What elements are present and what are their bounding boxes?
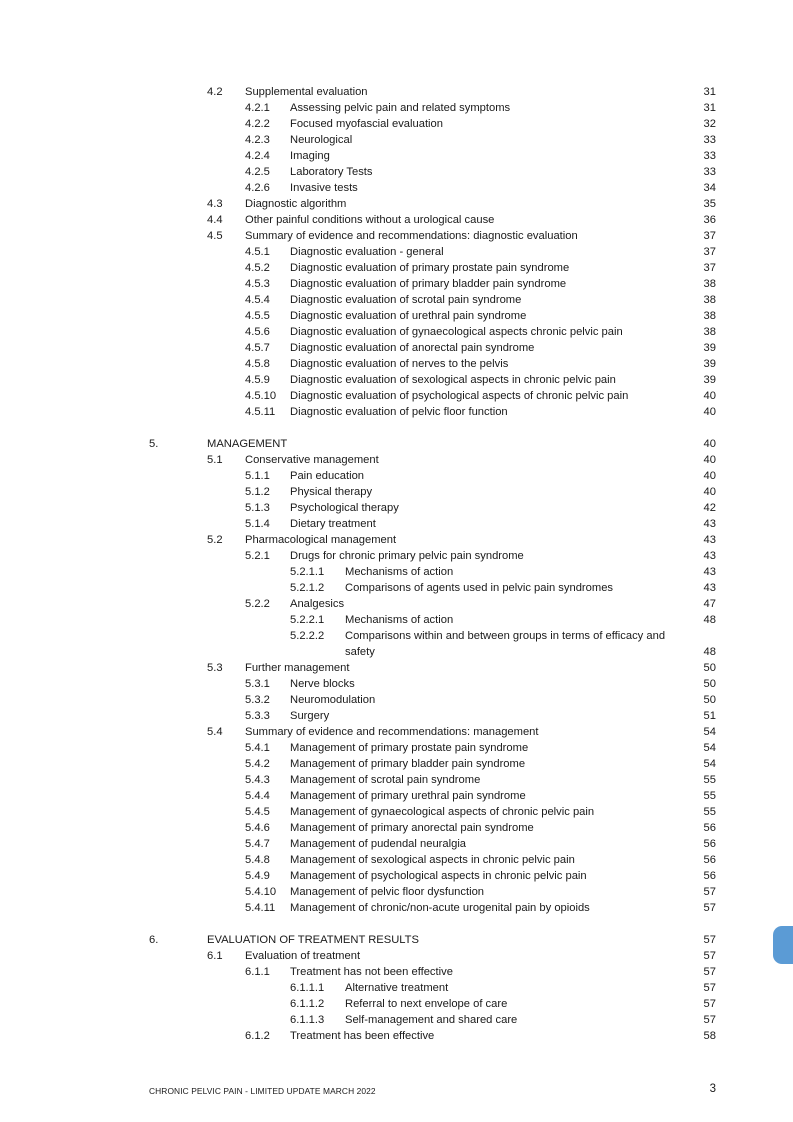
toc-entry-page: 56 xyxy=(703,854,716,866)
toc-entry-number: 5.2.1.2 xyxy=(290,582,325,594)
toc-entry-page: 54 xyxy=(703,758,716,770)
toc-entry[interactable] xyxy=(0,260,793,276)
toc-entry[interactable] xyxy=(0,996,793,1012)
toc-entry-page: 54 xyxy=(703,742,716,754)
toc-entry[interactable] xyxy=(0,340,793,356)
toc-entry-page: 35 xyxy=(703,198,716,210)
toc-entry[interactable] xyxy=(0,228,793,244)
toc-entry-number: 5.4.5 xyxy=(245,806,270,818)
toc-entry-page: 57 xyxy=(703,950,716,962)
toc-entry-number: 4.5.9 xyxy=(245,374,270,386)
toc-entry-page: 37 xyxy=(703,230,716,242)
toc-entry-number: 4.5.3 xyxy=(245,278,270,290)
toc-entry-page: 32 xyxy=(703,118,716,130)
toc-entry-number: 4.5.7 xyxy=(245,342,270,354)
toc-entry-title: Diagnostic evaluation of anorectal pain syndrome xyxy=(290,342,535,354)
toc-entry-page: 39 xyxy=(703,342,716,354)
toc-entry-page: 50 xyxy=(703,678,716,690)
toc-entry-number: 5.4.10 xyxy=(245,886,277,898)
toc-entry-page: 42 xyxy=(703,502,716,514)
toc-entry-number: 5.4.2 xyxy=(245,758,270,770)
toc-entry-title: Mechanisms of action xyxy=(345,566,454,578)
toc-entry-page: 54 xyxy=(703,726,716,738)
toc-entry-title: Comparisons of agents used in pelvic pain syndromes xyxy=(345,582,614,594)
toc-entry-number: 4.2.5 xyxy=(245,166,270,178)
toc-entry-number: 6.1.2 xyxy=(245,1030,270,1042)
toc-entry-title: Diagnostic evaluation - general xyxy=(290,246,444,258)
toc-entry-title: Pain education xyxy=(290,470,365,482)
toc-entry-page: 58 xyxy=(703,1030,716,1042)
toc-entry-number: 5.4.9 xyxy=(245,870,270,882)
toc-entry-title: Management of primary prostate pain syndrome xyxy=(290,742,529,754)
toc-entry-page: 39 xyxy=(703,374,716,386)
toc-entry[interactable] xyxy=(0,580,793,596)
toc-entry[interactable] xyxy=(0,308,793,324)
toc-entry[interactable] xyxy=(0,372,793,388)
toc-entry-page: 33 xyxy=(703,166,716,178)
toc-entry-page: 48 xyxy=(703,646,716,658)
toc-entry-page: 56 xyxy=(703,822,716,834)
toc-entry-page: 57 xyxy=(703,902,716,914)
toc-entry-page: 43 xyxy=(703,518,716,530)
toc-entry[interactable] xyxy=(0,532,793,548)
toc-entry-page: 43 xyxy=(703,582,716,594)
toc-entry[interactable] xyxy=(0,756,793,772)
toc-entry-number: 6.1.1.2 xyxy=(290,998,325,1010)
toc-entry-title: Treatment has not been effective xyxy=(290,966,453,978)
toc-entry-title: Diagnostic evaluation of pelvic floor function xyxy=(290,406,508,418)
toc-entry-page: 56 xyxy=(703,870,716,882)
toc-entry-number: 6.1.1 xyxy=(245,966,270,978)
toc-entry[interactable] xyxy=(0,676,793,692)
toc-entry-title: Mechanisms of action xyxy=(345,614,454,626)
toc-entry-title: Management of scrotal pain syndrome xyxy=(290,774,481,786)
toc-entry-number: 5.2.2.2 xyxy=(290,630,325,642)
toc-entry[interactable] xyxy=(0,820,793,836)
toc-entry-title: Evaluation of treatment xyxy=(245,950,361,962)
toc-entry[interactable] xyxy=(0,708,793,724)
toc-entry-title: MANAGEMENT xyxy=(207,438,288,450)
toc-entry-page: 43 xyxy=(703,550,716,562)
toc-entry-number: 4.2.1 xyxy=(245,102,270,114)
toc-entry-page: 38 xyxy=(703,310,716,322)
footer-page-number: 3 xyxy=(709,1083,716,1095)
toc-entry[interactable] xyxy=(0,148,793,164)
toc-entry[interactable] xyxy=(0,116,793,132)
toc-entry-number: 5.1.1 xyxy=(245,470,270,482)
toc-entry-title: Management of primary bladder pain syndrome xyxy=(290,758,526,770)
toc-entry-page: 40 xyxy=(703,470,716,482)
toc-entry-page: 47 xyxy=(703,598,716,610)
toc-entry-page: 34 xyxy=(703,182,716,194)
toc-entry-title: Management of chronic/non-acute urogenital pain by opioids xyxy=(290,902,590,914)
toc-entry-number: 6.1.1.1 xyxy=(290,982,325,994)
toc-entry-title: Invasive tests xyxy=(290,182,358,194)
toc-entry-number: 4.5 xyxy=(207,230,223,242)
toc-entry-number: 5.1 xyxy=(207,454,223,466)
toc-entry-number: 5.4.7 xyxy=(245,838,270,850)
toc-entry-number: 5.2 xyxy=(207,534,223,546)
toc-entry-number: 4.2.3 xyxy=(245,134,270,146)
toc-entry-title: Diagnostic evaluation of psychological aspects of chronic pelvic pain xyxy=(290,390,629,402)
toc-entry-title: EVALUATION OF TREATMENT RESULTS xyxy=(207,934,419,946)
toc-entry-title: Management of primary anorectal pain syndrome xyxy=(290,822,534,834)
toc-entry-page: 56 xyxy=(703,838,716,850)
toc-entry[interactable] xyxy=(0,1028,793,1044)
toc-entry[interactable] xyxy=(0,628,793,660)
toc-entry[interactable] xyxy=(0,980,793,996)
toc-entry-title: Management of pudendal neuralgia xyxy=(290,838,467,850)
toc-entry-title: Other painful conditions without a urological cause xyxy=(245,214,495,226)
toc-entry-number: 5.1.4 xyxy=(245,518,270,530)
toc-entry[interactable] xyxy=(0,724,793,740)
toc-entry[interactable] xyxy=(0,244,793,260)
toc-entry[interactable] xyxy=(0,100,793,116)
toc-entry-page: 51 xyxy=(703,710,716,722)
section-side-tab xyxy=(773,926,793,964)
toc-entry-title: Management of gynaecological aspects of chronic pelvic pain xyxy=(290,806,595,818)
toc-entry[interactable] xyxy=(0,132,793,148)
toc-entry-title: Diagnostic evaluation of scrotal pain syndrome xyxy=(290,294,522,306)
toc-entry-page: 38 xyxy=(703,278,716,290)
footer-document-title: CHRONIC PELVIC PAIN - LIMITED UPDATE MARCH 2022 xyxy=(149,1086,376,1096)
toc-entry-title: Summary of evidence and recommendations: diagnostic evaluation xyxy=(245,230,578,242)
toc-entry[interactable] xyxy=(0,84,793,100)
toc-entry-page: 55 xyxy=(703,806,716,818)
toc-entry-page: 50 xyxy=(703,662,716,674)
toc-entry-page: 48 xyxy=(703,614,716,626)
toc-entry[interactable] xyxy=(0,804,793,820)
toc-entry[interactable] xyxy=(0,516,793,532)
toc-entry-number: 4.2.6 xyxy=(245,182,270,194)
toc-entry-page: 38 xyxy=(703,326,716,338)
toc-entry-number: 5.2.1 xyxy=(245,550,270,562)
toc-entry-page: 37 xyxy=(703,262,716,274)
toc-entry-title: Management of pelvic floor dysfunction xyxy=(290,886,485,898)
toc-entry[interactable] xyxy=(0,388,793,404)
toc-entry-title: Dietary treatment xyxy=(290,518,376,530)
toc-entry-title: Nerve blocks xyxy=(290,678,355,690)
toc-entry[interactable] xyxy=(0,436,793,452)
toc-entry-number: 5.4.11 xyxy=(245,902,276,914)
toc-entry[interactable] xyxy=(0,196,793,212)
toc-entry-title: Diagnostic evaluation of primary prostate pain syndrome xyxy=(290,262,570,274)
toc-entry-title: Diagnostic algorithm xyxy=(245,198,347,210)
toc-entry-page: 37 xyxy=(703,246,716,258)
toc-entry-number: 6.1.1.3 xyxy=(290,1014,325,1026)
toc-entry[interactable] xyxy=(0,1012,793,1028)
toc-entry[interactable] xyxy=(0,164,793,180)
toc-entry[interactable] xyxy=(0,692,793,708)
toc-entry[interactable] xyxy=(0,788,793,804)
toc-entry[interactable] xyxy=(0,660,793,676)
toc-entry-title: Diagnostic evaluation of sexological aspects in chronic pelvic pain xyxy=(290,374,616,386)
toc-entry-title: Diagnostic evaluation of urethral pain syndrome xyxy=(290,310,527,322)
toc-entry-page: 55 xyxy=(703,790,716,802)
toc-entry[interactable] xyxy=(0,740,793,756)
toc-entry-number: 6. xyxy=(149,934,159,946)
toc-entry-title: Management of psychological aspects in chronic pelvic pain xyxy=(290,870,587,882)
toc-entry-title: Diagnostic evaluation of gynaecological aspects chronic pelvic pain xyxy=(290,326,623,338)
toc-entry-title: Psychological therapy xyxy=(290,502,399,514)
toc-entry-title: Imaging xyxy=(290,150,330,162)
toc-entry-title: Focused myofascial evaluation xyxy=(290,118,443,130)
toc-entry[interactable] xyxy=(0,484,793,500)
toc-entry[interactable] xyxy=(0,596,793,612)
toc-entry-number: 4.5.4 xyxy=(245,294,270,306)
toc-entry-page: 40 xyxy=(703,406,716,418)
toc-entry[interactable] xyxy=(0,452,793,468)
toc-entry-title: Comparisons within and between groups in terms of efficacy and safety xyxy=(345,630,666,658)
toc-entry-title: Surgery xyxy=(290,710,330,722)
toc-entry-page: 57 xyxy=(703,998,716,1010)
toc-entry-number: 5.3 xyxy=(207,662,223,674)
toc-entry-page: 55 xyxy=(703,774,716,786)
toc-entry-title: Management of sexological aspects in chronic pelvic pain xyxy=(290,854,575,866)
toc-entry-page: 43 xyxy=(703,534,716,546)
toc-entry-page: 57 xyxy=(703,982,716,994)
toc-entry-number: 6.1 xyxy=(207,950,223,962)
toc-entry-page: 57 xyxy=(703,966,716,978)
toc-entry[interactable] xyxy=(0,612,793,628)
toc-entry-page: 31 xyxy=(703,86,716,98)
toc-entry-number: 5. xyxy=(149,438,159,450)
toc-entry-number: 5.4.8 xyxy=(245,854,270,866)
toc-entry[interactable] xyxy=(0,932,793,948)
toc-entry-title: Alternative treatment xyxy=(345,982,449,994)
toc-entry-page: 40 xyxy=(703,438,716,450)
toc-entry[interactable] xyxy=(0,180,793,196)
toc-entry[interactable] xyxy=(0,356,793,372)
toc-entry-page: 36 xyxy=(703,214,716,226)
toc-entry-number: 4.5.1 xyxy=(245,246,270,258)
toc-entry-number: 4.5.8 xyxy=(245,358,270,370)
toc-entry-number: 5.4 xyxy=(207,726,223,738)
toc-entry[interactable] xyxy=(0,868,793,884)
toc-entry[interactable] xyxy=(0,884,793,900)
toc-entry-title: Further management xyxy=(245,662,350,674)
toc-entry-number: 5.1.2 xyxy=(245,486,270,498)
toc-entry[interactable] xyxy=(0,964,793,980)
toc-entry-page: 33 xyxy=(703,134,716,146)
toc-entry-number: 4.5.2 xyxy=(245,262,270,274)
toc-entry-title: Summary of evidence and recommendations: management xyxy=(245,726,539,738)
toc-entry-number: 4.4 xyxy=(207,214,223,226)
toc-entry-number: 4.5.6 xyxy=(245,326,270,338)
toc-entry[interactable] xyxy=(0,948,793,964)
toc-entry[interactable] xyxy=(0,468,793,484)
toc-entry-number: 5.2.2.1 xyxy=(290,614,325,626)
toc-entry-page: 40 xyxy=(703,454,716,466)
toc-entry-page: 57 xyxy=(703,1014,716,1026)
toc-entry-number: 5.4.1 xyxy=(245,742,270,754)
toc-entry-title: Drugs for chronic primary pelvic pain syndrome xyxy=(290,550,524,562)
toc-entry-title: Neuromodulation xyxy=(290,694,376,706)
toc-entry-title: Diagnostic evaluation of nerves to the pelvis xyxy=(290,358,509,370)
toc-entry-number: 5.2.1.1 xyxy=(290,566,325,578)
toc-entry-number: 5.3.2 xyxy=(245,694,270,706)
toc-entry-page: 57 xyxy=(703,934,716,946)
toc-entry-title: Pharmacological management xyxy=(245,534,397,546)
toc-entry-number: 5.4.6 xyxy=(245,822,270,834)
toc-entry[interactable] xyxy=(0,564,793,580)
toc-entry-number: 4.5.10 xyxy=(245,390,277,402)
toc-entry-page: 57 xyxy=(703,886,716,898)
toc-entry[interactable] xyxy=(0,324,793,340)
toc-entry[interactable] xyxy=(0,292,793,308)
toc-entry-title: Laboratory Tests xyxy=(290,166,373,178)
toc-entry[interactable] xyxy=(0,212,793,228)
toc-entry-page: 31 xyxy=(703,102,716,114)
toc-entry-page: 43 xyxy=(703,566,716,578)
toc-entry-title: Treatment has been effective xyxy=(290,1030,435,1042)
toc-entry-page: 40 xyxy=(703,486,716,498)
toc-entry-number: 5.1.3 xyxy=(245,502,270,514)
toc-entry-number: 4.5.5 xyxy=(245,310,270,322)
toc-entry-number: 4.2.2 xyxy=(245,118,270,130)
toc-entry[interactable] xyxy=(0,548,793,564)
toc-entry-number: 4.2.4 xyxy=(245,150,270,162)
toc-entry-title: Management of primary urethral pain syndrome xyxy=(290,790,526,802)
toc-entry-number: 4.2 xyxy=(207,86,223,98)
toc-entry-number: 5.4.4 xyxy=(245,790,270,802)
toc-entry[interactable] xyxy=(0,852,793,868)
toc-entry-title: Physical therapy xyxy=(290,486,373,498)
toc-entry-number: 5.3.3 xyxy=(245,710,270,722)
toc-entry-title: Diagnostic evaluation of primary bladder pain syndrome xyxy=(290,278,567,290)
toc-entry-page: 39 xyxy=(703,358,716,370)
toc-entry[interactable] xyxy=(0,772,793,788)
toc-entry-title: Conservative management xyxy=(245,454,379,466)
toc-entry-title: Analgesics xyxy=(290,598,345,610)
toc-entry-page: 40 xyxy=(703,390,716,402)
toc-entry-page: 33 xyxy=(703,150,716,162)
toc-entry-number: 5.4.3 xyxy=(245,774,270,786)
toc-entry-number: 5.2.2 xyxy=(245,598,270,610)
toc-entry[interactable] xyxy=(0,500,793,516)
toc-entry[interactable] xyxy=(0,900,793,916)
toc-entry[interactable] xyxy=(0,836,793,852)
toc-entry-number: 5.3.1 xyxy=(245,678,270,690)
toc-entry-title: Assessing pelvic pain and related symptoms xyxy=(290,102,511,114)
toc-entry-title: Self-management and shared care xyxy=(345,1014,518,1026)
toc-entry-title: Referral to next envelope of care xyxy=(345,998,508,1010)
toc-entry-page: 50 xyxy=(703,694,716,706)
toc-entry-number: 4.3 xyxy=(207,198,223,210)
toc-entry-page: 38 xyxy=(703,294,716,306)
toc-entry-title: Neurological xyxy=(290,134,353,146)
toc-entry[interactable] xyxy=(0,404,793,420)
toc-entry-number: 4.5.11 xyxy=(245,406,276,418)
toc-entry[interactable] xyxy=(0,276,793,292)
toc-entry-title: Supplemental evaluation xyxy=(245,86,368,98)
